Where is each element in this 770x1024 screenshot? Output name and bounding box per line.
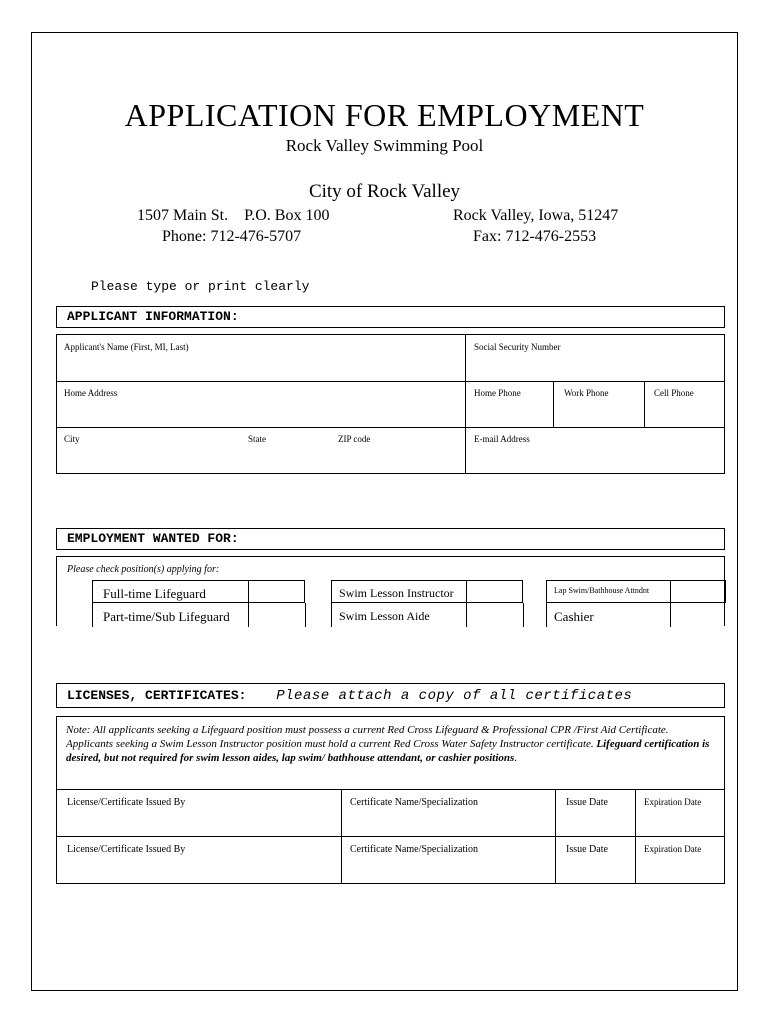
- city-name: City of Rock Valley: [308, 181, 461, 202]
- position-instruction: Please check position(s) applying for:: [67, 564, 220, 575]
- fax-number: Fax: 712-476-2553: [473, 228, 597, 245]
- applicant-name-field[interactable]: Applicant's Name (First, MI, Last): [64, 342, 189, 352]
- issue-date-field-1[interactable]: Issue Date: [566, 797, 608, 808]
- part-time-lifeguard-checkbox[interactable]: [248, 604, 305, 626]
- position-full-time-lifeguard: Full-time Lifeguard: [103, 586, 206, 601]
- expiration-date-field-2[interactable]: Expiration Date: [644, 844, 702, 854]
- employment-section-title: EMPLOYMENT WANTED FOR:: [56, 528, 725, 550]
- home-phone-field[interactable]: Home Phone: [474, 388, 521, 398]
- home-address-field[interactable]: Home Address: [64, 388, 118, 398]
- attach-certificates-note: Please attach a copy of all certificates: [276, 688, 633, 704]
- page-title: APPLICATION FOR EMPLOYMENT: [124, 97, 645, 133]
- issued-by-field-1[interactable]: License/Certificate Issued By: [67, 797, 186, 808]
- applicant-section-title: APPLICANT INFORMATION:: [56, 306, 725, 328]
- state-field[interactable]: State: [248, 434, 266, 444]
- email-field[interactable]: E-mail Address: [474, 434, 530, 444]
- position-cashier: Cashier: [554, 609, 594, 624]
- cashier-checkbox[interactable]: [670, 604, 726, 626]
- licenses-section-title: [56, 683, 725, 708]
- licenses-title: LICENSES, CERTIFICATES:: [67, 688, 247, 703]
- lifeguard-requirements-note: Note: All applicants seeking a Lifeguard position must possess a current Red Cross Lifeguard & Professional CPR /First Aid Certificate. Applicants seeking a Swim Lesson Instructor position must hold a current Red Cross Water Safety Instructor certificate. Lifeguard certification is desired, but not required for swim lesson aides, lap swim/ bathhouse attendant, or cashier positions.: [66, 724, 710, 764]
- employment-table: [56, 556, 725, 626]
- city-state-zip: Rock Valley, Iowa, 51247: [453, 207, 619, 224]
- cert-name-field-1[interactable]: Certificate Name/Specialization: [350, 797, 478, 808]
- street-address: 1507 Main St. P.O. Box 100: [137, 207, 330, 224]
- position-swim-lesson-aide: Swim Lesson Aide: [339, 609, 430, 623]
- expiration-date-field-1[interactable]: Expiration Date: [644, 797, 702, 807]
- application-page: [31, 32, 738, 991]
- position-swim-lesson-instructor: Swim Lesson Instructor: [339, 586, 454, 600]
- ssn-field[interactable]: Social Security Number: [474, 342, 561, 352]
- position-part-time-lifeguard: Part-time/Sub Lifeguard: [103, 609, 230, 624]
- position-lap-swim-bathhouse: Lap Swim/Bathhouse Attndnt: [554, 586, 650, 595]
- applicant-info-table: [56, 334, 725, 474]
- print-instructions: Please type or print clearly: [91, 279, 310, 294]
- phone-number: Phone: 712-476-5707: [162, 228, 302, 245]
- work-phone-field[interactable]: Work Phone: [564, 388, 609, 398]
- full-time-lifeguard-checkbox[interactable]: [248, 580, 305, 603]
- city-field[interactable]: City: [64, 434, 80, 444]
- swim-instructor-checkbox[interactable]: [466, 580, 523, 603]
- cert-name-field-2[interactable]: Certificate Name/Specialization: [350, 844, 478, 855]
- issue-date-field-2[interactable]: Issue Date: [566, 844, 608, 855]
- issued-by-field-2[interactable]: License/Certificate Issued By: [67, 844, 186, 855]
- swim-aide-checkbox[interactable]: [466, 604, 523, 626]
- cell-phone-field[interactable]: Cell Phone: [654, 388, 694, 398]
- pool-name: Rock Valley Swimming Pool: [285, 136, 484, 155]
- zip-field[interactable]: ZIP code: [338, 434, 371, 444]
- lap-swim-checkbox[interactable]: [670, 580, 726, 603]
